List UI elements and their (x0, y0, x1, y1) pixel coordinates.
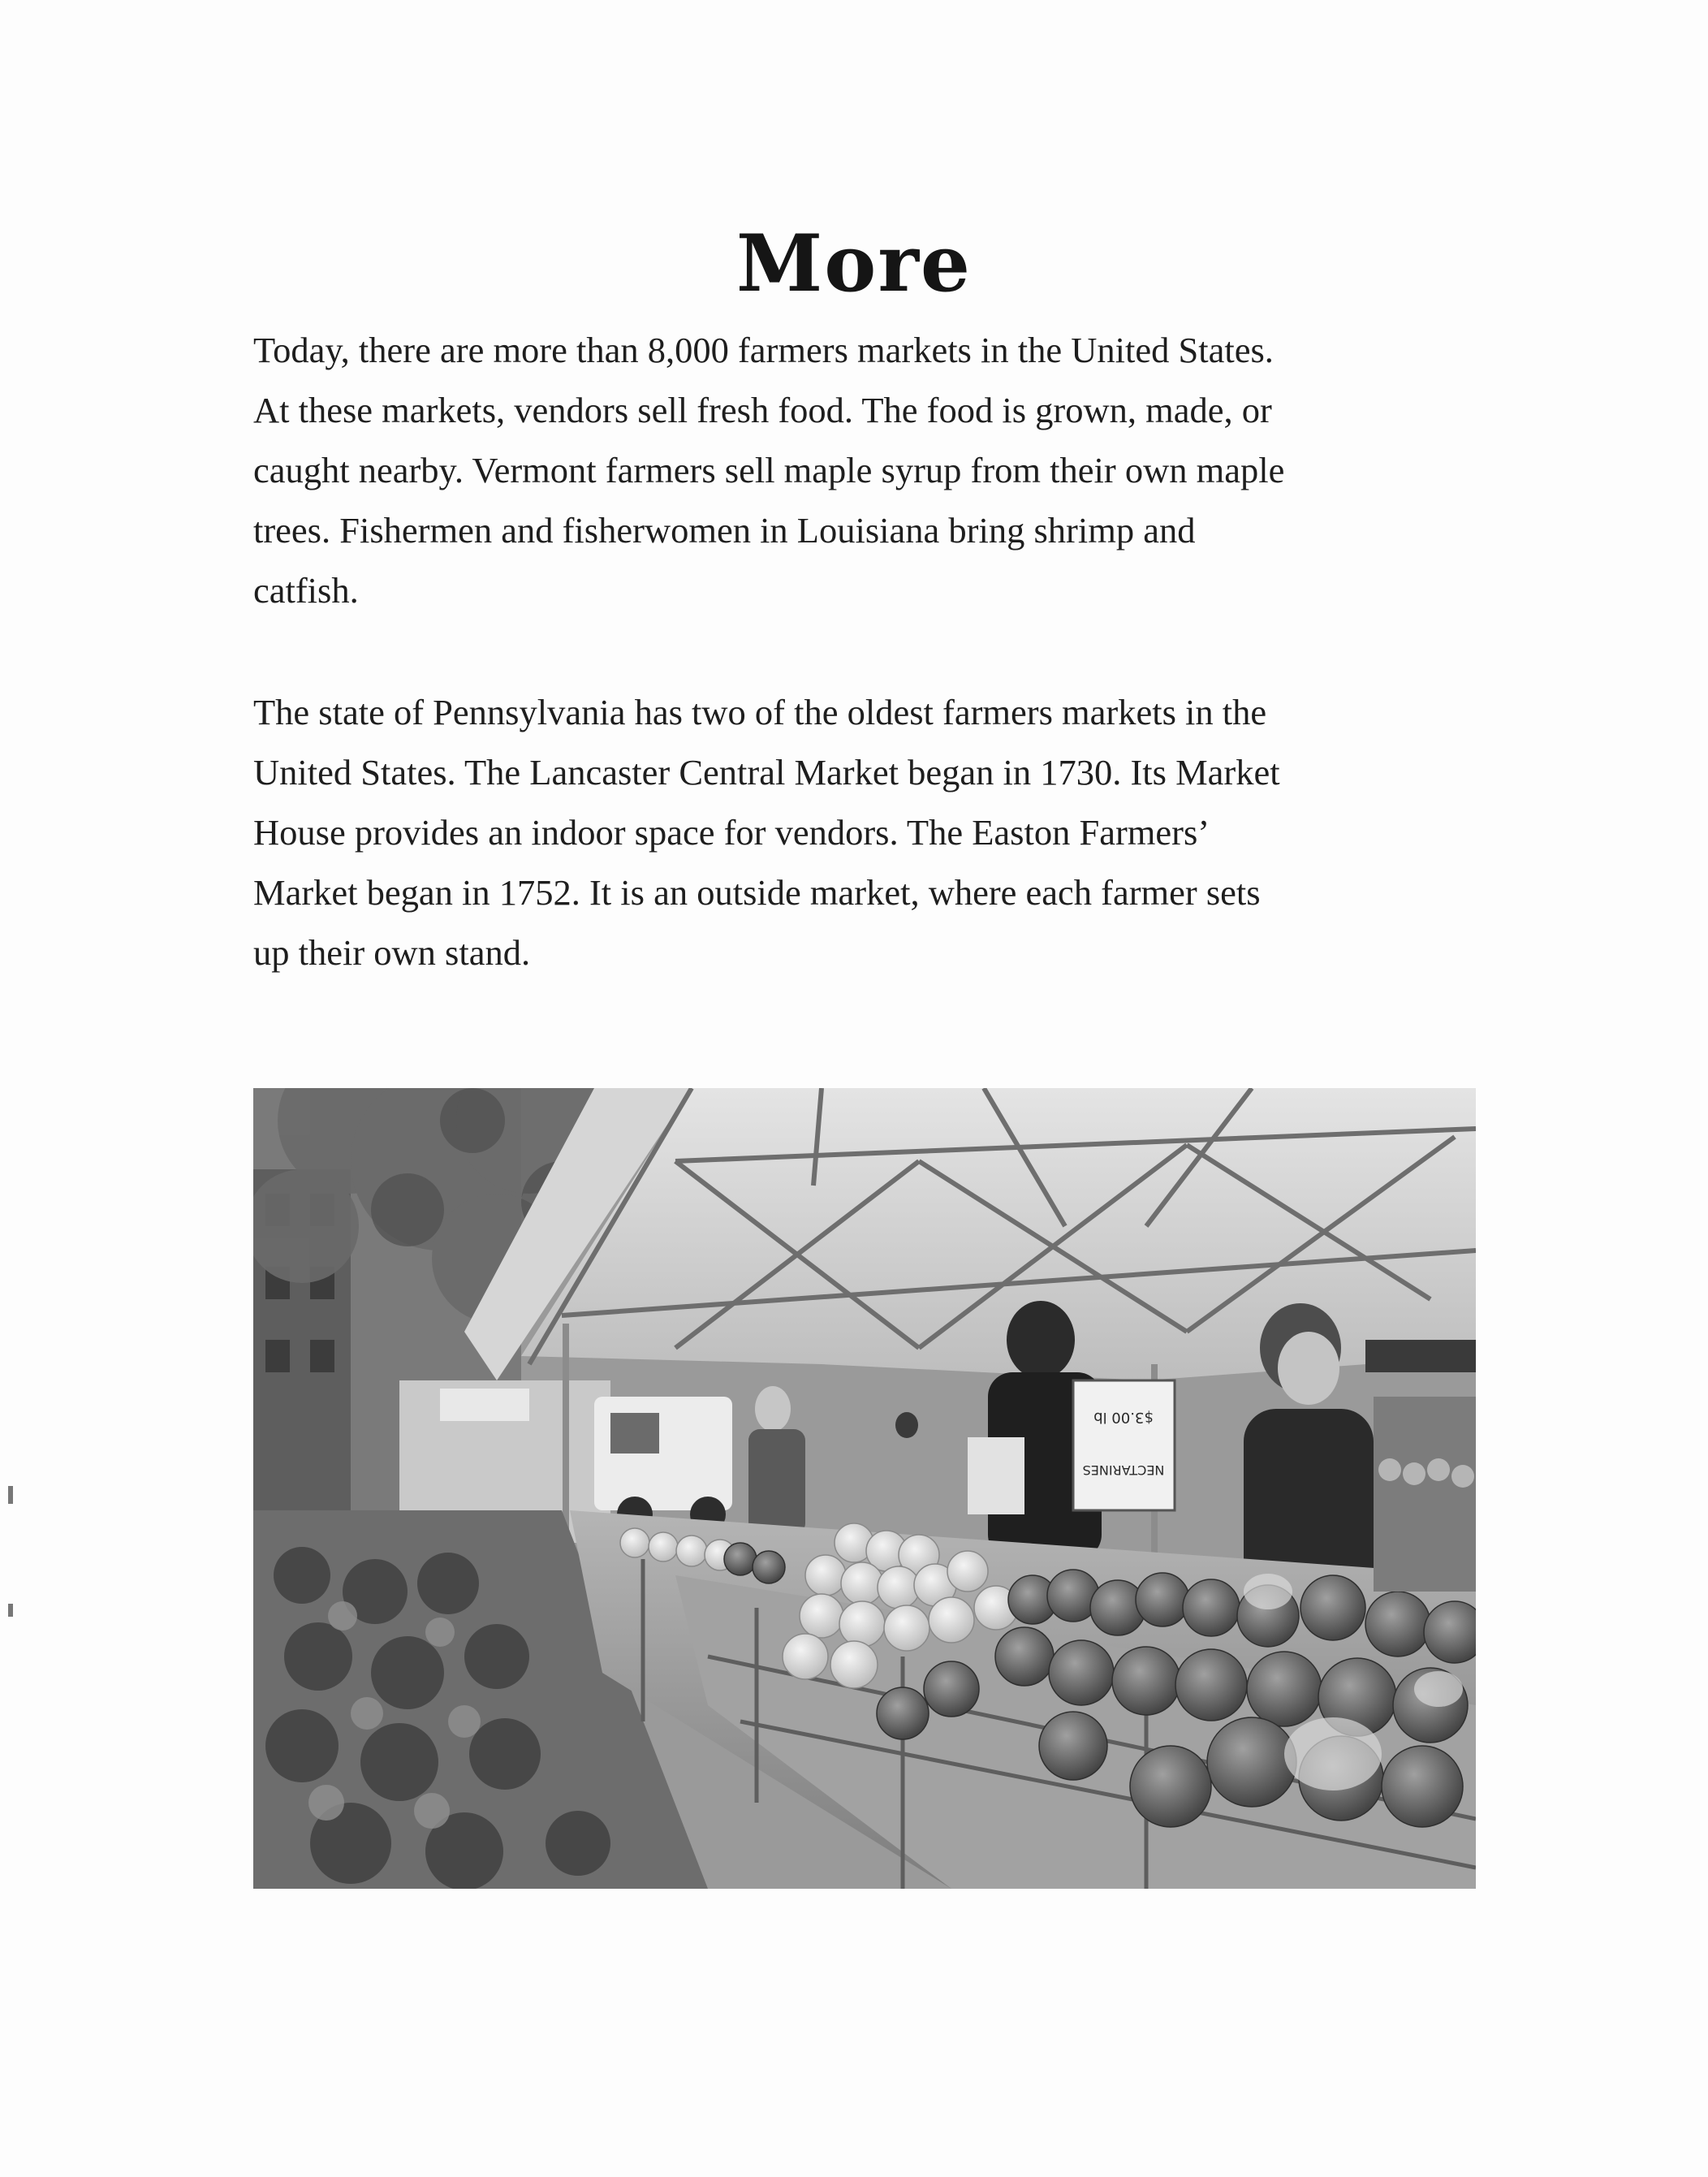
farmers-market-photo (253, 1088, 1476, 1889)
text-line: The state of Pennsylvania has two of the oldest farmers markets in the (253, 692, 1267, 732)
text-line: At these markets, vendors sell fresh food. The food is grown, made, or (253, 390, 1272, 430)
text-line: catfish. (253, 570, 359, 611)
text-line: United States. The Lancaster Central Market began in 1730. Its Market (253, 752, 1280, 793)
paragraph-pennsylvania-markets (253, 682, 1487, 983)
text-line: up their own stand. (253, 932, 531, 973)
text-line: Today, there are more than 8,000 farmers markets in the United States. (253, 330, 1274, 370)
text-line: caught nearby. Vermont farmers sell maple syrup from their own maple (253, 450, 1285, 490)
scan-edge-mark (8, 1486, 13, 1504)
paragraph-farmers-markets (253, 320, 1487, 620)
text-line: trees. Fishermen and fisherwomen in Louisiana bring shrimp and (253, 510, 1196, 551)
text-line: House provides an indoor space for vendors. The Easton Farmers’ (253, 812, 1210, 853)
page-title: More (736, 218, 972, 309)
sign-text: NECTARINES (1082, 1462, 1165, 1478)
text-line: Market began in 1752. It is an outside market, where each farmer sets (253, 872, 1261, 913)
sign-price: $3.00 lb (1093, 1409, 1154, 1426)
scan-edge-mark (8, 1604, 13, 1617)
